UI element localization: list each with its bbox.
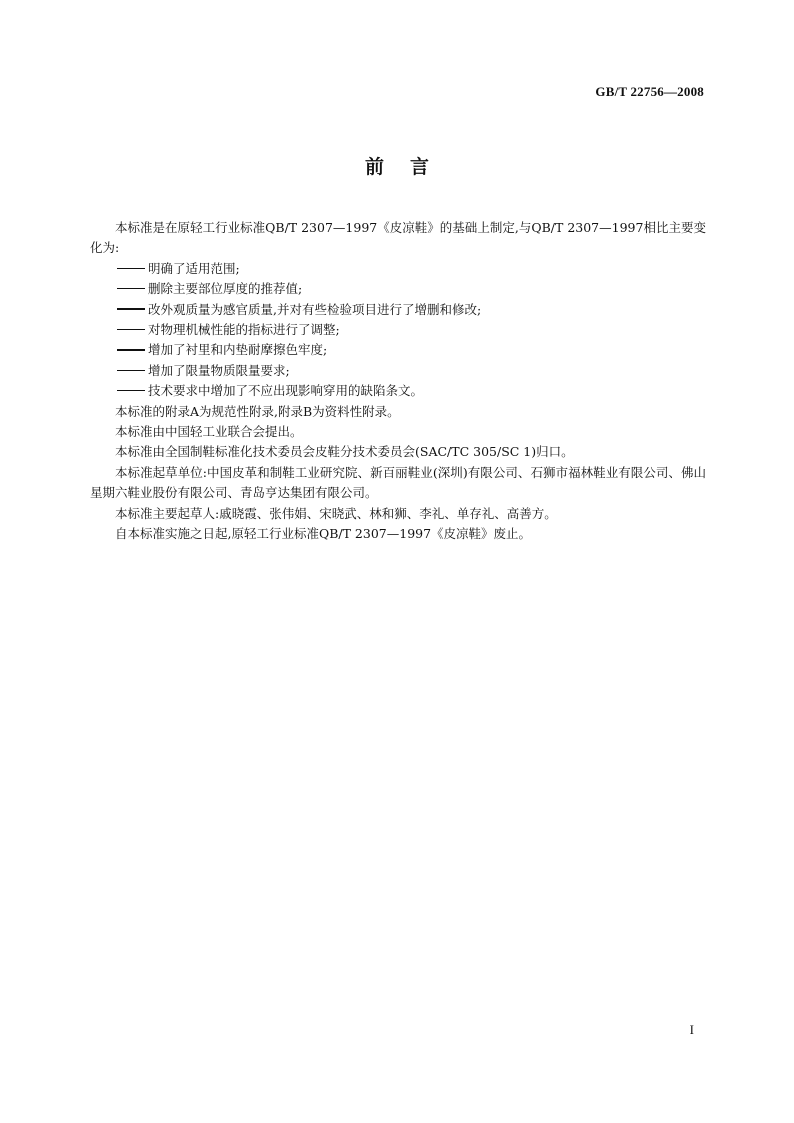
list-item [90,381,706,401]
em-dash-icon [117,329,145,330]
proposer-paragraph: 本标准由中国轻工业联合会提出。 [115,424,303,440]
list-item-text: 对物理机械性能的指标进行了调整; [148,322,340,338]
committee-paragraph: 本标准由全国制鞋标准化技术委员会皮鞋分技术委员会(SAC/TC 305/SC 1)归口。 [115,444,574,460]
list-item [90,320,706,340]
list-item-text: 增加了衬里和内垫耐摩擦色牢度; [148,342,328,358]
em-dash-icon [117,288,145,289]
list-item-text: 改外观质量为感官质量,并对有些检验项目进行了增删和修改; [148,301,482,317]
standard-code: GB/T 22756—2008 [595,84,704,99]
list-item [90,361,706,381]
list-item [90,300,706,320]
list-item-text: 删除主要部位厚度的推荐值; [148,281,303,297]
intro-paragraph: 本标准是在原轻工行业标准QB/T 2307—1997《皮凉鞋》的基础上制定,与QB/T 2307—1997相比主要变化为: [90,220,706,256]
list-item [90,279,706,299]
annex-paragraph: 本标准的附录A为规范性附录,附录B为资料性附录。 [115,403,400,419]
em-dash-icon [117,370,145,371]
list-item [90,259,706,279]
list-item-text: 技术要求中增加了不应出现影响穿用的缺陷条文。 [148,383,424,399]
em-dash-icon [117,308,145,309]
list-item-text: 明确了适用范围; [148,260,240,276]
list-item-text: 增加了限量物质限量要求; [148,362,290,378]
em-dash-icon [117,349,145,350]
document-body [90,218,706,545]
changes-list [90,259,706,402]
page-title: 前言 [364,156,455,178]
drafting-units-paragraph: 本标准起草单位:中国皮革和制鞋工业研究院、新百丽鞋业(深圳)有限公司、石狮市福林鞋业有限公司、佛山星期六鞋业股份有限公司、青岛亨达集团有限公司。 [90,464,706,501]
list-item [90,340,706,360]
page-number: I [689,1022,694,1037]
em-dash-icon [117,390,145,391]
abolition-paragraph: 自本标准实施之日起,原轻工行业标准QB/T 2307—1997《皮凉鞋》废止。 [115,526,532,542]
em-dash-icon [117,268,145,269]
drafters-paragraph: 本标准主要起草人:戚晓霞、张伟娟、宋晓武、林和狮、李礼、单存礼、高善方。 [115,505,557,521]
